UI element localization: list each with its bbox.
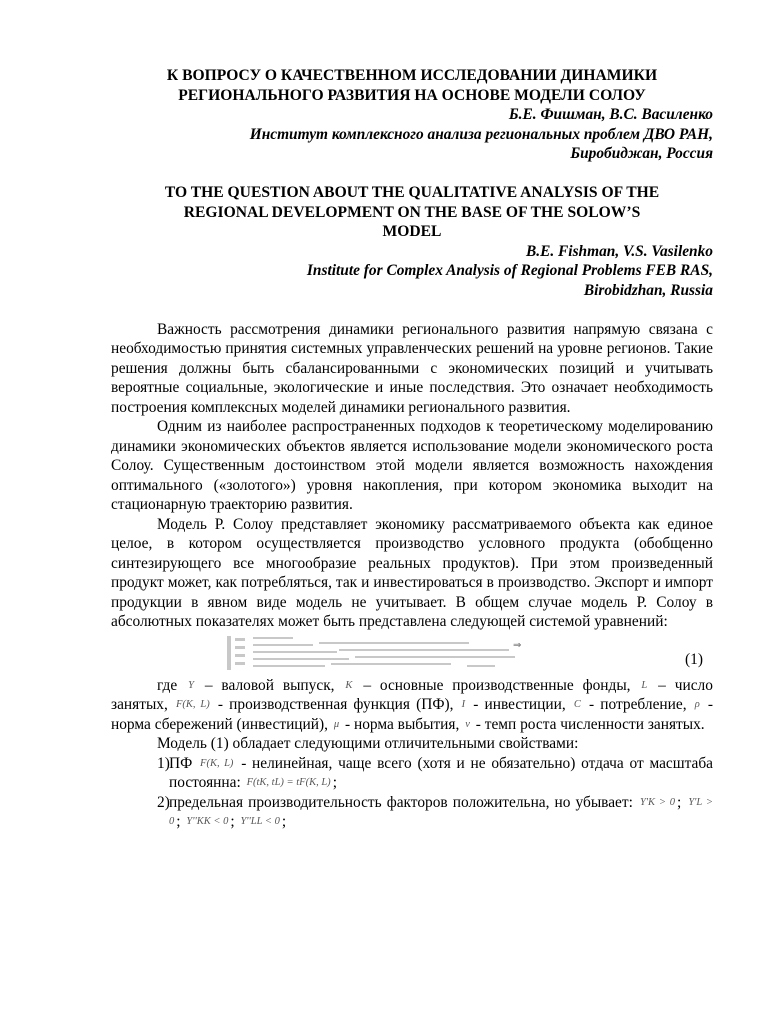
symbol-C: C (573, 699, 581, 710)
en-title-line2: REGIONAL DEVELOPMENT ON THE BASE OF THE SOLOW’S (183, 203, 641, 221)
item-2-formula-4: Y''LL < 0 (240, 816, 280, 827)
item-2-sep-2: ; (176, 813, 181, 830)
def-text-C: - потребление, (589, 696, 687, 713)
item-2-sep-4: ; (281, 813, 287, 830)
ru-title-line2: РЕГИОНАЛЬНОГО РАЗВИТИЯ НА ОСНОВЕ МОДЕЛИ СОЛОУ (178, 86, 646, 104)
symbol-K: K (345, 679, 353, 691)
def-text-nu: - темп роста численности занятых. (475, 715, 705, 733)
symbol-FKL: F(K, L) (175, 699, 210, 710)
ru-title-line1: К ВОПРОСУ О КАЧЕСТВЕННОМ ИССЛЕДОВАНИИ ДИНАМИКИ (166, 67, 658, 84)
def-where: где (157, 676, 178, 694)
item-2-formula-2: Y'L > 0 (169, 796, 713, 827)
item-2-formula-1: Y'K > 0 (639, 796, 675, 808)
en-affiliation-line1: Institute for Complex Analysis of Regional Problems FEB RAS, (306, 262, 713, 279)
paragraph-1: Важность рассмотрения динамики регионального развития напрямую связана с необходимостью принятия системных управленческих решений на уровне регионов. Такие решения должны быть сбалансированными с экономических позиций и учитывать вероятные социальные, экологические и иные последствия. Это означает необходимость построения комплексных моделей динамики регионального развития. (111, 320, 713, 416)
ru-affiliation-line2: Биробиджан, Россия (570, 145, 713, 162)
def-text-rho: - норма сбережений (инвестиций), (111, 696, 714, 733)
property-item-1 (111, 754, 713, 793)
item-1-formula-2: F(tK, tL) = tF(K, L) (246, 777, 331, 788)
definitions-paragraph (111, 676, 713, 735)
ru-authors: Б.Е. Фишман, В.С. Василенко (508, 106, 713, 123)
def-text-K: – основные производственные фонды, (363, 676, 631, 694)
def-text-I: - инвестиции, (473, 696, 566, 713)
item-1-text-c: ; (332, 774, 337, 791)
en-title-line1: TO THE QUESTION ABOUT THE QUALITATIVE ANALYSIS OF THE (164, 184, 660, 201)
implies-arrow: ⇒ (513, 639, 522, 651)
paragraph-2: Одним из наиболее распространенных подходов к теоретическому моделированию динамики экономических объектов является использование модели экономического роста Солоу. Существенным достоинством этой модели является возможность нахождения оптимального («золотого») уровня накопления, при котором экономика выходит на стационарную траекторию развития. (111, 418, 713, 513)
symbol-L: L (641, 679, 648, 691)
properties-intro: Модель (1) обладает следующими отличительными свойствами: (157, 735, 579, 752)
equation-number: (1) (685, 650, 703, 668)
item-1-number: 1) (157, 754, 170, 772)
item-2-sep-3: ; (230, 813, 235, 830)
item-2-number: 2) (157, 793, 170, 811)
def-text-L: – число занятых, (111, 676, 713, 713)
equation-system-row (111, 632, 713, 676)
en-affiliation-line2: Birobidzhan, Russia (583, 281, 713, 299)
item-2-text-a: предельная производительность факторов положительна, но убывает: (169, 793, 633, 811)
item-1-text-b: - нелинейная, чаще всего (хотя и не обязательно) отдача от масштаба постоянна: (169, 754, 714, 791)
symbol-mu: μ (333, 718, 340, 730)
paper-page (111, 66, 713, 832)
item-1-text-a: ПФ (169, 754, 193, 772)
en-authors: B.E. Fishman, V.S. Vasilenko (525, 242, 713, 260)
paragraph-3: Модель Р. Солоу представляет экономику рассматриваемого объекта как единое целое, в котором осуществляется производство условного продукта (обобщенно синтезирующего все многообразие реальных продуктов). При этом произведенный продукт может, как потребляться, так и инвестироваться в производство. Экспорт и импорт продукции в явном виде модель не учитывает. В общем случае модель Р. Солоу в абсолютных показателях может быть представлена следующей системой уравнений: (111, 515, 713, 630)
def-text-FKL: - производственная функция (ПФ), (217, 696, 454, 713)
symbol-rho: ρ (694, 699, 700, 710)
en-title-line3: MODEL (382, 223, 442, 240)
item-2-sep-1: ; (677, 793, 682, 811)
symbol-nu: ν (465, 718, 470, 730)
symbol-Y: Y (188, 679, 194, 691)
en-title (111, 183, 713, 242)
item-1-formula-1: F(K, L) (200, 757, 234, 769)
ru-affiliation-line1: Институт комплексного анализа региональных проблем ДВО РАН, (249, 125, 713, 143)
def-text-Y: – валовой выпуск, (204, 676, 335, 694)
equation-system-image (227, 634, 549, 672)
def-text-mu: - норма выбытия, (345, 715, 460, 733)
ru-title (111, 66, 713, 105)
item-2-formula-3: Y''KK < 0 (186, 816, 229, 827)
property-item-2 (111, 793, 713, 832)
symbol-I: I (461, 699, 466, 710)
